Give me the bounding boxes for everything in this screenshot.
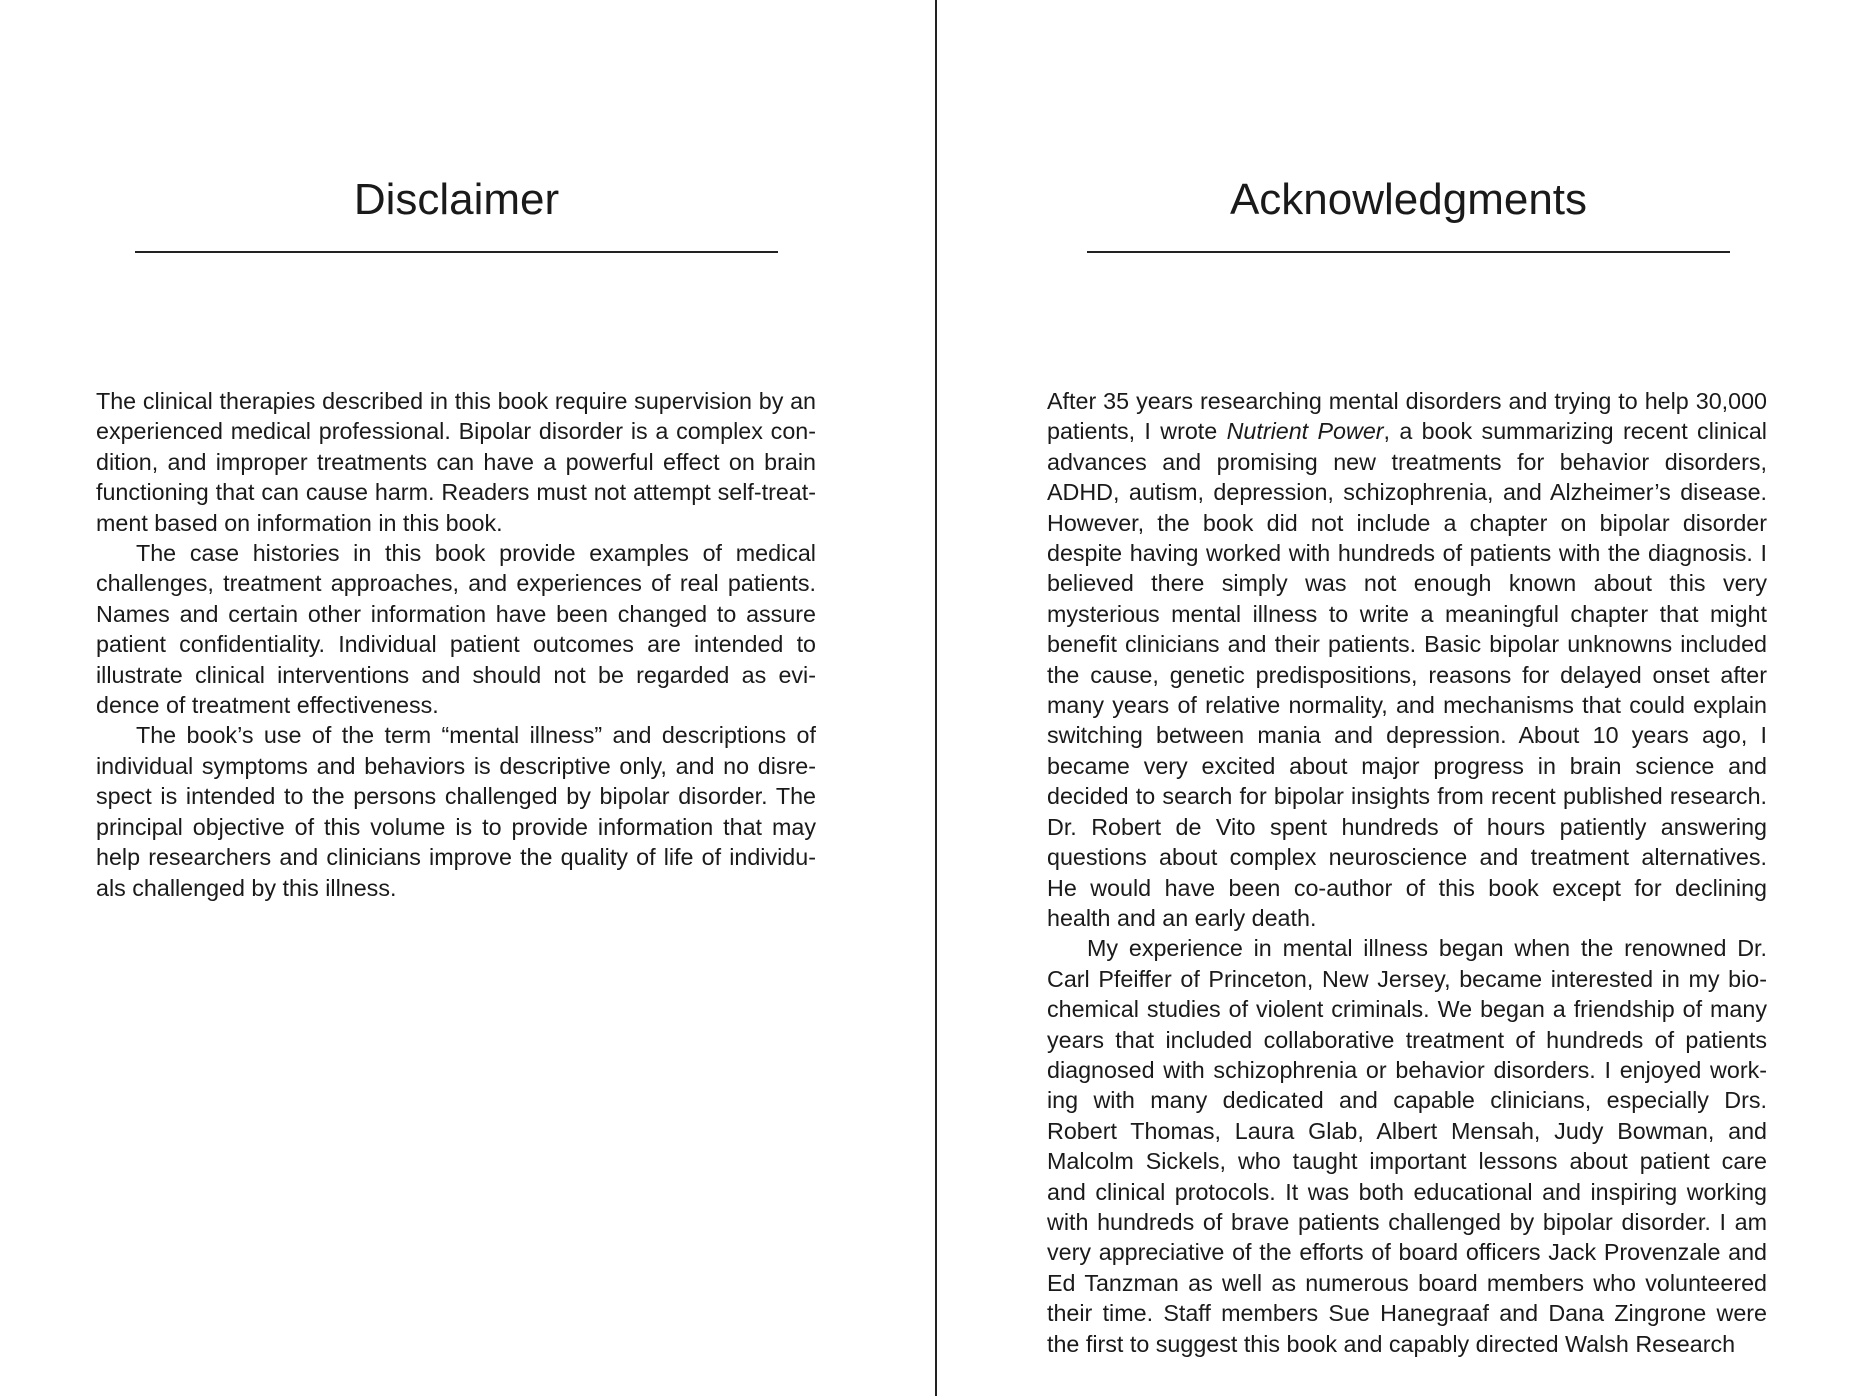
disclaimer-title: Disclaimer (353, 175, 560, 224)
acknowledgments-text: After 35 years researching mental disorders and trying to help 30,000 patients, I wrote (1047, 388, 1767, 445)
disclaimer-heading-block (135, 170, 778, 253)
heading-underline (1087, 251, 1730, 253)
disclaimer-paragraph: The case histories in this book provide examples of medical challenges, treatment approaches, and experiences of real patients. Names and certain other information have been changed to assure patient confidentiality. Individual patient outcomes are intended to illustrate clinical interventions and should not be regarded as evidence of treatment effectiveness. (96, 540, 816, 719)
acknowledgments-text: , a book summarizing recent clinical advances and promising new treatments for behavior disorders, ADHD, autism, depression, schizophrenia, and Alzheimer’s disease. However, the book did not include a chapter on bipolar disorder despite having worked with hundreds of patients with the diagnosis. I believed there simply was not enough known about this very mysterious mental illness to write a meaningful chapter that might benefit clinicians and their patients. Basic bipolar unknowns included the cause, genetic predispositions, reasons for delayed onset after many years of relative normality, and mechanisms that could explain switching between mania and depression. About 10 years ago, I became very excited about major progress in brain science and decided to search for bipolar insights from recent published research. Dr. Robert de Vito spent hundreds of hours patiently answering questions about complex neuroscience and treatment alternatives. He would have been co-author of this book except for declining health and an early death. (1047, 418, 1767, 931)
acknowledgments-page (937, 0, 1862, 1396)
disclaimer-paragraph: The clinical therapies described in this book require supervision by an experienced medical professional. Bipolar disorder is a complex condition, and improper treatments can have a powerful effect on brain functioning that can cause harm. Readers must not attempt self-treatment based on information in this book. (96, 388, 816, 536)
acknowledgments-body (1047, 386, 1767, 1359)
book-title-reference: Nutrient Power (1226, 418, 1384, 445)
disclaimer-body (96, 386, 816, 903)
acknowledgments-paragraph (1047, 386, 1767, 933)
acknowledgments-heading-block (1087, 170, 1730, 253)
acknowledgments-paragraph: My experience in mental illness began when the renowned Dr. Carl Pfeiffer of Princeton, New Jersey, became interested in my biochemical studies of violent criminals. We began a friendship of many years that included collaborative treatment of hundreds of patients diagnosed with schizophrenia or behavior disorders. I enjoyed working with many dedicated and capable clinicians, especially Drs. Robert Thomas, Laura Glab, Albert Mensah, Judy Bowman, and Malcolm Sickels, who taught important lessons about patient care and clinical protocols. It was both educational and inspiring working with hundreds of brave patients challenged by bipolar disorder. I am very appreciative of the efforts of board officers Jack Provenzale and Ed Tanzman as well as numerous board members who volunteered their time. Staff members Sue Hanegraaf and Dana Zingrone were the first to suggest this book and capably directed Walsh Research (1047, 935, 1767, 1357)
acknowledgments-title: Acknowledgments (1229, 175, 1588, 224)
disclaimer-paragraph: The book’s use of the term “mental illness” and descriptions of individual symptoms and behaviors is descriptive only, and no disrespect is intended to the persons challenged by bipolar disorder. The principal objective of this volume is to provide information that may help researchers and clinicians improve the quality of life of individuals challenged by this illness. (96, 722, 816, 901)
heading-underline (135, 251, 778, 253)
